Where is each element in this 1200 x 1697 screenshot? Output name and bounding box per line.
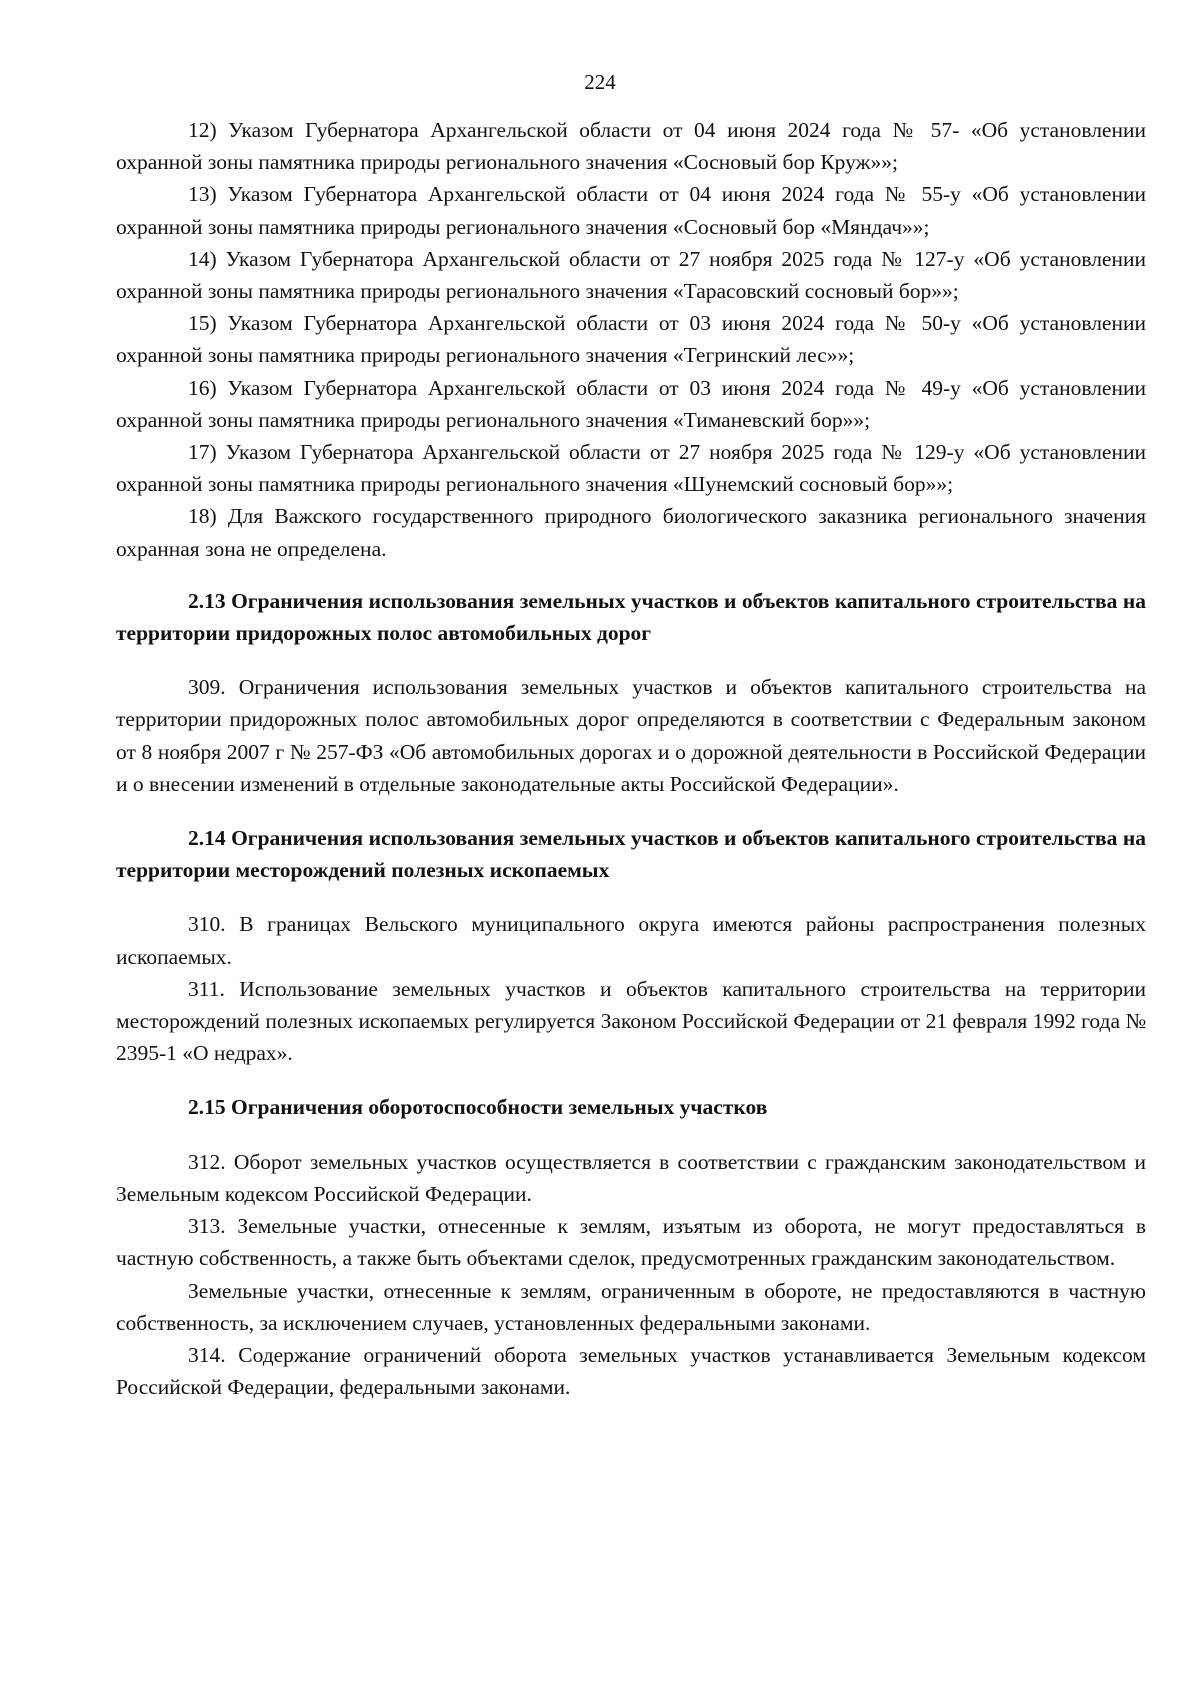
paragraph-312: 312. Оборот земельных участков осуществляется в соответствии с гражданским законодательством и Земельным кодексом Российской Федерации.: [116, 1149, 1146, 1206]
list-item-18: 18) Для Важского государственного природного биологического заказника регионального значения охранная зона не определена.: [116, 504, 1146, 561]
list-item-17: 17) Указом Губернатора Архангельской области от 27 ноября 2025 года № 129-у «Об установлении охранной зоны памятника природы регионального значения «Шунемский сосновый бор»»;: [116, 440, 1146, 497]
list-item-15: 15) Указом Губернатора Архангельской области от 03 июня 2024 года № 50-у «Об установлении охранной зоны памятника природы регионального значения «Тегринский лес»»;: [116, 311, 1146, 368]
list-item-12: 12) Указом Губернатора Архангельской области от 04 июня 2024 года № 57- «Об установлении охранной зоны памятника природы регионального значения «Сосновый бор Круж»»;: [116, 118, 1146, 175]
section-heading-2-13: 2.13 Ограничения использования земельных участков и объектов капитального строительства на территории придорожных полос автомобильных дорог: [116, 588, 1146, 646]
paragraph-313: 313. Земельные участки, отнесенные к землям, изъятым из оборота, не могут предоставляться в частную собственность, а также быть объектами сделок, предусмотренных гражданским законодательством.: [116, 1214, 1146, 1271]
document-body: [116, 114, 1146, 1403]
paragraph-311: 311. Использование земельных участков и объектов капитального строительства на территории месторождений полезных ископаемых регулируется Законом Российской Федерации от 21 февраля 1992 года № 2395-1 «О недрах».: [116, 976, 1146, 1066]
section-heading-2-15: 2.15 Ограничения оборотоспособности земельных участков: [188, 1095, 768, 1120]
paragraph-309: 309. Ограничения использования земельных участков и объектов капитального строительства на территории придорожных полос автомобильных дорог определяются в соответствии с Федеральным законом от 8 ноября 2007 г № 257-ФЗ «Об автомобильных дорогах и о дорожной деятельности в Российской Федерации и о внесении изменений в отдельные законодательные акты Российской Федерации».: [116, 675, 1146, 796]
paragraph-313-continued: Земельные участки, отнесенные к землям, ограниченным в обороте, не предоставляются в частную собственность, за исключением случаев, установленных федеральными законами.: [116, 1278, 1146, 1335]
page-number: 224: [584, 70, 616, 94]
list-item-16: 16) Указом Губернатора Архангельской области от 03 июня 2024 года № 49-у «Об установлении охранной зоны памятника природы регионального значения «Тиманевский бор»»;: [116, 375, 1146, 432]
list-item-14: 14) Указом Губернатора Архангельской области от 27 ноября 2025 года № 127-у «Об установлении охранной зоны памятника природы регионального значения «Тарасовский сосновый бор»»;: [116, 246, 1146, 304]
list-item-13: 13) Указом Губернатора Архангельской области от 04 июня 2024 года № 55-у «Об установлении охранной зоны памятника природы регионального значения «Сосновый бор «Мяндач»»;: [116, 182, 1146, 239]
paragraph-310: 310. В границах Вельского муниципального округа имеются районы распространения полезных ископаемых.: [116, 912, 1146, 969]
section-heading-2-14: 2.14 Ограничения использования земельных участков и объектов капитального строительства на территории месторождений полезных ископаемых: [116, 826, 1146, 883]
paragraph-314: 314. Содержание ограничений оборота земельных участков устанавливается Земельным кодексом Российской Федерации, федеральными законами.: [116, 1342, 1146, 1400]
